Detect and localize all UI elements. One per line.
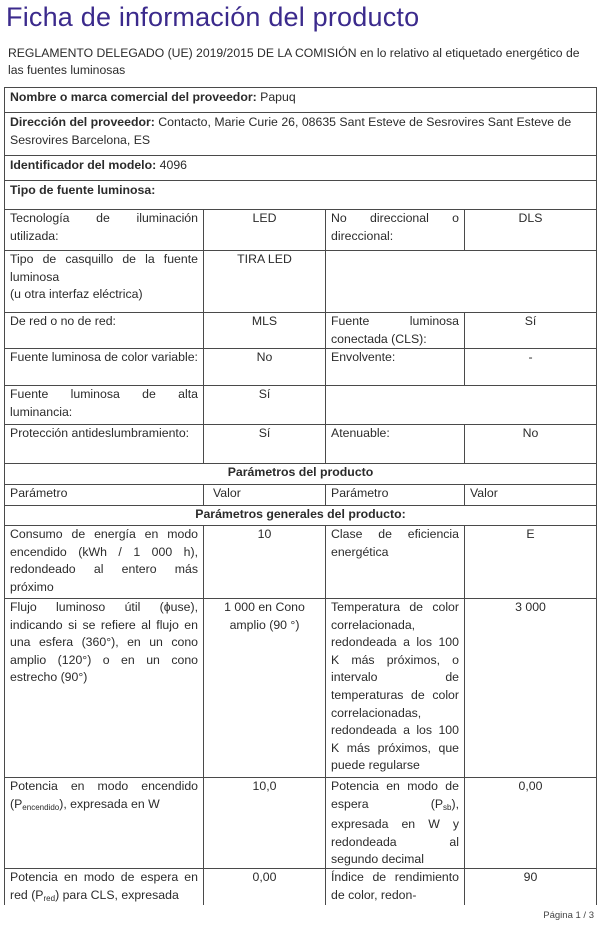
page-cut-mask (0, 905, 600, 928)
color-variable-value: No (203, 348, 326, 386)
standby-power-label-pre: Potencia en modo de espera (P (331, 779, 459, 811)
column-header-param: Parámetro (4, 484, 204, 506)
high-luminance-label: Fuente luminosa de alta luminancia: (4, 385, 204, 425)
source-type-row (4, 180, 597, 210)
luminous-flux-label: Flujo luminoso útil (ϕuse), indicando si se refiere al flujo en una esfera (360°), en un cono amplio (120°) o en un cono estrecho (90°) (4, 598, 204, 778)
color-temperature-value: 3 000 (464, 598, 597, 778)
page-number: Página 1 / 3 (543, 910, 594, 921)
on-mode-power-label-post: ), expresada en W (59, 796, 160, 811)
on-mode-consumption-value: 10 (203, 525, 326, 599)
supplier-address-value: Contacto, Marie Curie 26, 08635 Sant Esteve de Sesrovires Sant Esteve de Sesrovires Barcelona, ES (10, 115, 572, 147)
efficiency-class-label: Clase de eficiencia energética (325, 525, 465, 599)
model-value: 4096 (159, 158, 187, 172)
high-luminance-value: Sí (203, 385, 326, 425)
standby-power-label-post: ), expresada en W y redondeada al segundo decimal (331, 796, 459, 867)
standby-power-subscript: sb (443, 802, 452, 812)
regulation-subtitle: REGLAMENTO DELEGADO (UE) 2019/2015 DE LA COMISIÓN en lo relativo al etiquetado energético de las fuentes luminosas (8, 46, 580, 77)
on-mode-power-label (4, 777, 204, 869)
general-parameters-header: Parámetros generales del producto: (4, 505, 597, 526)
source-type-label: Tipo de fuente luminosa: (10, 183, 156, 197)
standby-power-value: 0,00 (464, 777, 597, 869)
supplier-address-row (4, 112, 597, 156)
anti-glare-value: Sí (203, 424, 326, 464)
dimmable-value: No (464, 424, 597, 464)
on-mode-power-subscript: encendido (22, 802, 60, 812)
supplier-name-row (4, 87, 597, 113)
color-rendering-label: Índice de rendimiento de color, redon- (325, 868, 465, 918)
column-header-value: Valor (203, 484, 326, 506)
column-header-param-2: Parámetro (325, 484, 465, 506)
color-rendering-value: 90 (464, 868, 597, 918)
supplier-name-label: Nombre o marca comercial del proveedor: (10, 90, 257, 104)
directional-value: DLS (464, 209, 597, 251)
luminous-flux-value: 1 000 en Cono amplio (90 °) (203, 598, 326, 778)
network-standby-subscript: red (43, 893, 56, 903)
cap-type-value: TIRA LED (203, 250, 326, 313)
directional-label: No direccional o direccional: (325, 209, 465, 251)
supplier-address-label: Dirección del proveedor: (10, 115, 155, 129)
anti-glare-label: Protección antideslumbramiento: (4, 424, 204, 464)
supplier-name-value: Papuq (260, 90, 296, 104)
network-standby-label-pre: Potencia en modo de espera en red (P (10, 870, 198, 902)
page-title: Ficha de información del producto (6, 2, 420, 32)
cap-type-label (4, 250, 204, 313)
on-mode-power-label-pre: Potencia en modo encendido (P (10, 779, 198, 811)
model-row (4, 155, 597, 181)
technology-label: Tecnología de iluminación utilizada: (4, 209, 204, 251)
network-standby-power-value: 0,00 (203, 868, 326, 918)
envelope-value: - (464, 348, 597, 386)
on-mode-power-value: 10,0 (203, 777, 326, 869)
mains-label: De red o no de red: (4, 312, 204, 349)
cls-value: Sí (464, 312, 597, 349)
cap-type-label-main: Tipo de casquillo de la fuente luminosa (10, 252, 198, 284)
column-header-value-2: Valor (464, 484, 597, 506)
envelope-label: Envolvente: (325, 348, 465, 386)
color-variable-label: Fuente luminosa de color variable: (4, 348, 204, 386)
product-parameters-header: Parámetros del producto (4, 463, 597, 485)
color-temperature-label: Temperatura de color correlacionada, redondeada a los 100 K más próximos, o intervalo de temperaturas de color correlacionadas, redondeada a los 100 K más próximos, que puede regularse (325, 598, 465, 778)
mains-value: MLS (203, 312, 326, 349)
empty-cell (325, 385, 597, 425)
technology-value: LED (203, 209, 326, 251)
standby-power-label (325, 777, 465, 869)
empty-cell (325, 250, 597, 313)
network-standby-label-post: ) para CLS, expresada (55, 887, 179, 902)
on-mode-consumption-label: Consumo de energía en modo encendido (kWh / 1 000 h), redondeado al entero más próximo (4, 525, 204, 599)
dimmable-label: Atenuable: (325, 424, 465, 464)
efficiency-class-value: E (464, 525, 597, 599)
cap-type-label-note: (u otra interfaz eléctrica) (10, 287, 143, 302)
model-label: Identificador del modelo: (10, 158, 157, 172)
cls-label: Fuente luminosa conectada (CLS): (325, 312, 465, 349)
